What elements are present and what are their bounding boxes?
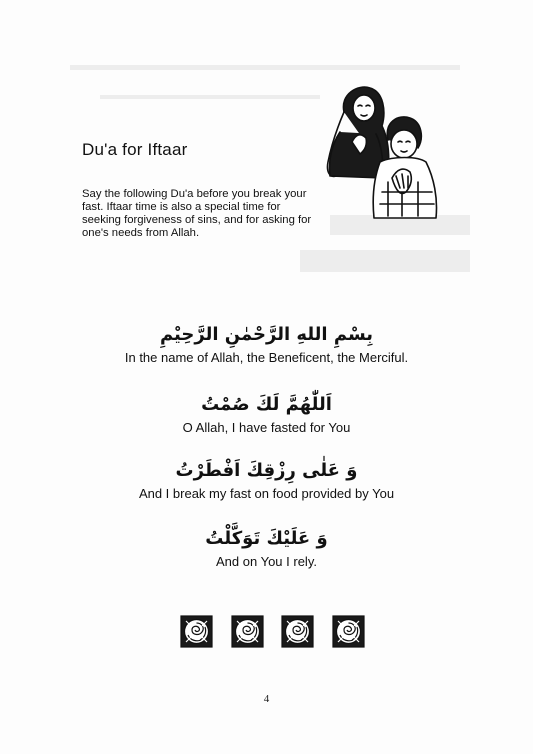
dua-english-translation: O Allah, I have fasted for You [182, 420, 351, 435]
dua-line-fasted [0, 392, 533, 436]
dua-english-translation: In the name of Allah, the Beneficent, the Merciful. [124, 350, 409, 365]
rose-ornament-icon [332, 615, 365, 648]
dua-bismillah [0, 322, 533, 366]
dua-line-break-fast [0, 458, 533, 502]
dua-line-rely [0, 526, 533, 570]
dua-arabic-text: وَ عَلٰى رِزْقِكَ اَفْطَرْتُ [175, 460, 358, 481]
page-number: 4 [263, 693, 270, 705]
dua-arabic-text: اَللّٰهُمَّ لَكَ صُمْتُ [201, 394, 332, 415]
praying-woman-and-boy-illustration [322, 82, 450, 222]
dua-english-translation: And on You I rely. [216, 554, 317, 569]
rose-ornament-icon [180, 615, 213, 648]
dua-arabic-text: بِسْمِ اللهِ الرَّحْمٰنِ الرَّحِيْمِ [159, 324, 374, 345]
intro-paragraph: Say the following Du'a before you break your fast. Iftaar time is also a special time for seeking forgiveness of sins, and for asking for one's needs from Allah. [82, 188, 312, 239]
rose-ornament-row [180, 615, 365, 651]
rose-ornament-icon [231, 615, 264, 648]
dua-english-translation: And I break my fast on food provided by You [138, 486, 395, 501]
dua-arabic-text: وَ عَلَيْكَ تَوَكَّلْتُ [205, 528, 328, 549]
page-title: Du'a for Iftaar [82, 140, 188, 159]
rose-ornament-icon [281, 615, 314, 648]
